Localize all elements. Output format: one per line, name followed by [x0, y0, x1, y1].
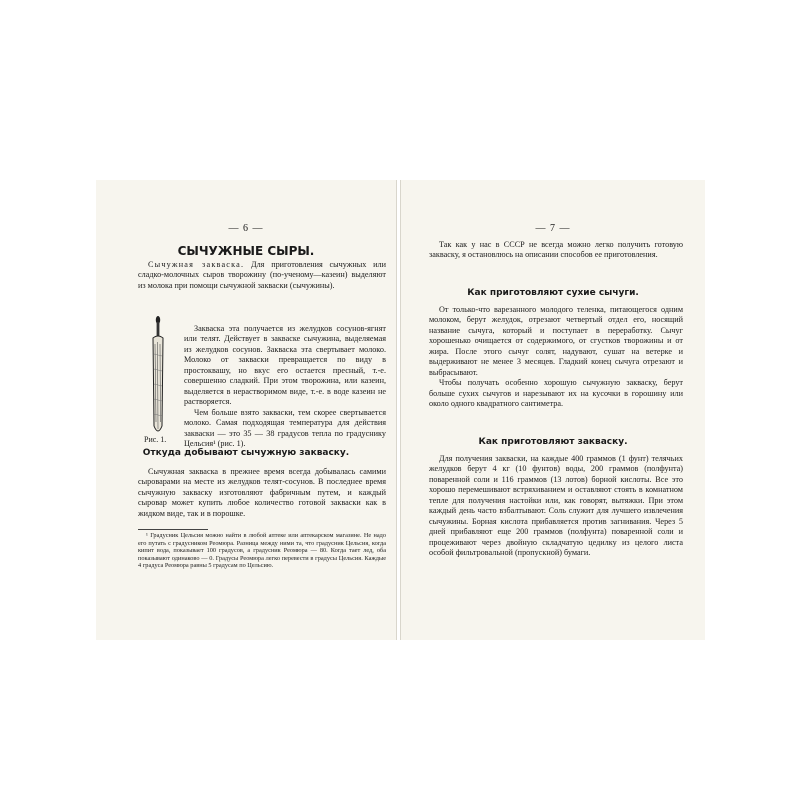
wrap-paragraph: [184, 324, 386, 449]
zakvaska-paragraph: [429, 454, 683, 559]
wrap-line-1: Закваска эта получается из желудков сосунов-ягнят или телят. Действует в закваске сычужина, выделяемая из желудков сосунов. Закваска эта свертывает молоко. Молоко от закваски превращается по виду в простоквашу, но вкус его остается пресный, т.-е. совершенно сладкий. При этом творожина, или казеин, выделяется в нерастворимом виде, т.-е. в воде казеин не растворяется.: [184, 324, 386, 407]
wrap-line-2: Чем больше взято закваски, тем скорее свертывается молоко. Самая подходящая температура для действия закваски — это 35 — 38 градусов тепла по градуснику Цельсия¹ (рис. 1).: [184, 407, 386, 448]
book-spread: [96, 180, 704, 640]
footnote: [138, 532, 386, 570]
right-intro-text: Так как у нас в СССР не всегда можно легко получить готовую закваску, я остановлюсь на описании способов ее приготовления.: [429, 240, 683, 260]
para-3: Для получения закваски, на каждые 400 граммов (1 фунт) телячьих желудков берут 4 кг (10 фунтов) воды, 200 граммов (полфунта) поваренной соли и 116 граммов (13 лотов) борной кислоты. Все это хорошо перемешивают встряхиванием и оставляют стоять в комнатном тепле для получения настойки или, как говорят, вытяжки. При этом каждый день часто взбалтывают. Соль служит для лучшего извлечения сычужины. Борная кислота прибавляется против загнивания. Через 5 дней прибавляют еще 200 граммов (полфунта) поваренной соли и процеживают через двойную складчатую цедилку из целого листа особой фильтровальной (пропускной) бумаги.: [429, 454, 683, 558]
intro-text: Для приготовления сычужных или сладко-молочных сыров творожину (по-ученому—казеин) выделяют из молока при помощи сычужной закваски (сычужины).: [138, 260, 386, 290]
section-text: Сычужная закваска в прежнее время всегда добывалась самими сыроварами на месте из желудков телят-сосунов. В последнее время сычужную закваску изготовляют фабричным путем, и каждый сыровар может купить любое количество готовой закваски как в жидком виде, так и в порошке.: [138, 467, 386, 518]
page-title: СЫЧУЖНЫЕ СЫРЫ.: [177, 244, 315, 258]
heading-zakvaska: Как приготовляют закваску.: [478, 437, 628, 447]
sycug-illustration: [148, 314, 168, 439]
right-intro-paragraph: [429, 240, 683, 261]
section-paragraph: [138, 467, 386, 519]
footnote-rule: [138, 529, 208, 530]
section-heading: Откуда добывают сычужную закваску.: [142, 448, 350, 458]
para-1: От только-что варезанного молодого теленка, питающегося одним молоком, берут желудок, отрезают четвертый отдел его, носящий название сычуга, который и поступает в переработку. Сычуг хорошенько очищается от содержимого, от сгустков творожины и от жира. После этого сычуг солят, надувают, сушат на ветерке и выдерживают не менее 3 месяцев. Гладкий конец сычуга отрезают и выбрасывают.: [429, 305, 683, 377]
dry-sycugi-paragraphs: [429, 305, 683, 410]
intro-lead: Сычужная закваска.: [148, 260, 245, 269]
intro-paragraph: [138, 260, 386, 291]
footnote-text: ¹ Градусник Цельсия можно найти в любой аптеке или аптекарском магазине. Не надо его путать с градусником Реомюра. Разница между ними та, что градусник Цельсия, когда кипит вода, показывает 100 градусов, а градусник Реомюра — 80. Когда тает лед, оба показывают одинаково — 0. Градусы Реомюра легко перевести в градусы Цельсия. Каждые 4 градуса Реомюра равны 5 градусам по Цельсию.: [138, 532, 386, 569]
left-page: [96, 180, 397, 640]
page-number-left: — 6 —: [228, 223, 264, 234]
page-number-right: — 7 —: [535, 223, 571, 234]
right-page: [400, 180, 705, 640]
para-2: Чтобы получать особенно хорошую сычужную закваску, берут больше сухих сычугов и нарезывают их на кусочки в горошину или около одного квадратного сантиметра.: [429, 378, 683, 409]
figure-caption: Рис. 1.: [144, 435, 167, 444]
heading-dry-sycugi: Как приготовляют сухие сычуги.: [467, 288, 639, 298]
